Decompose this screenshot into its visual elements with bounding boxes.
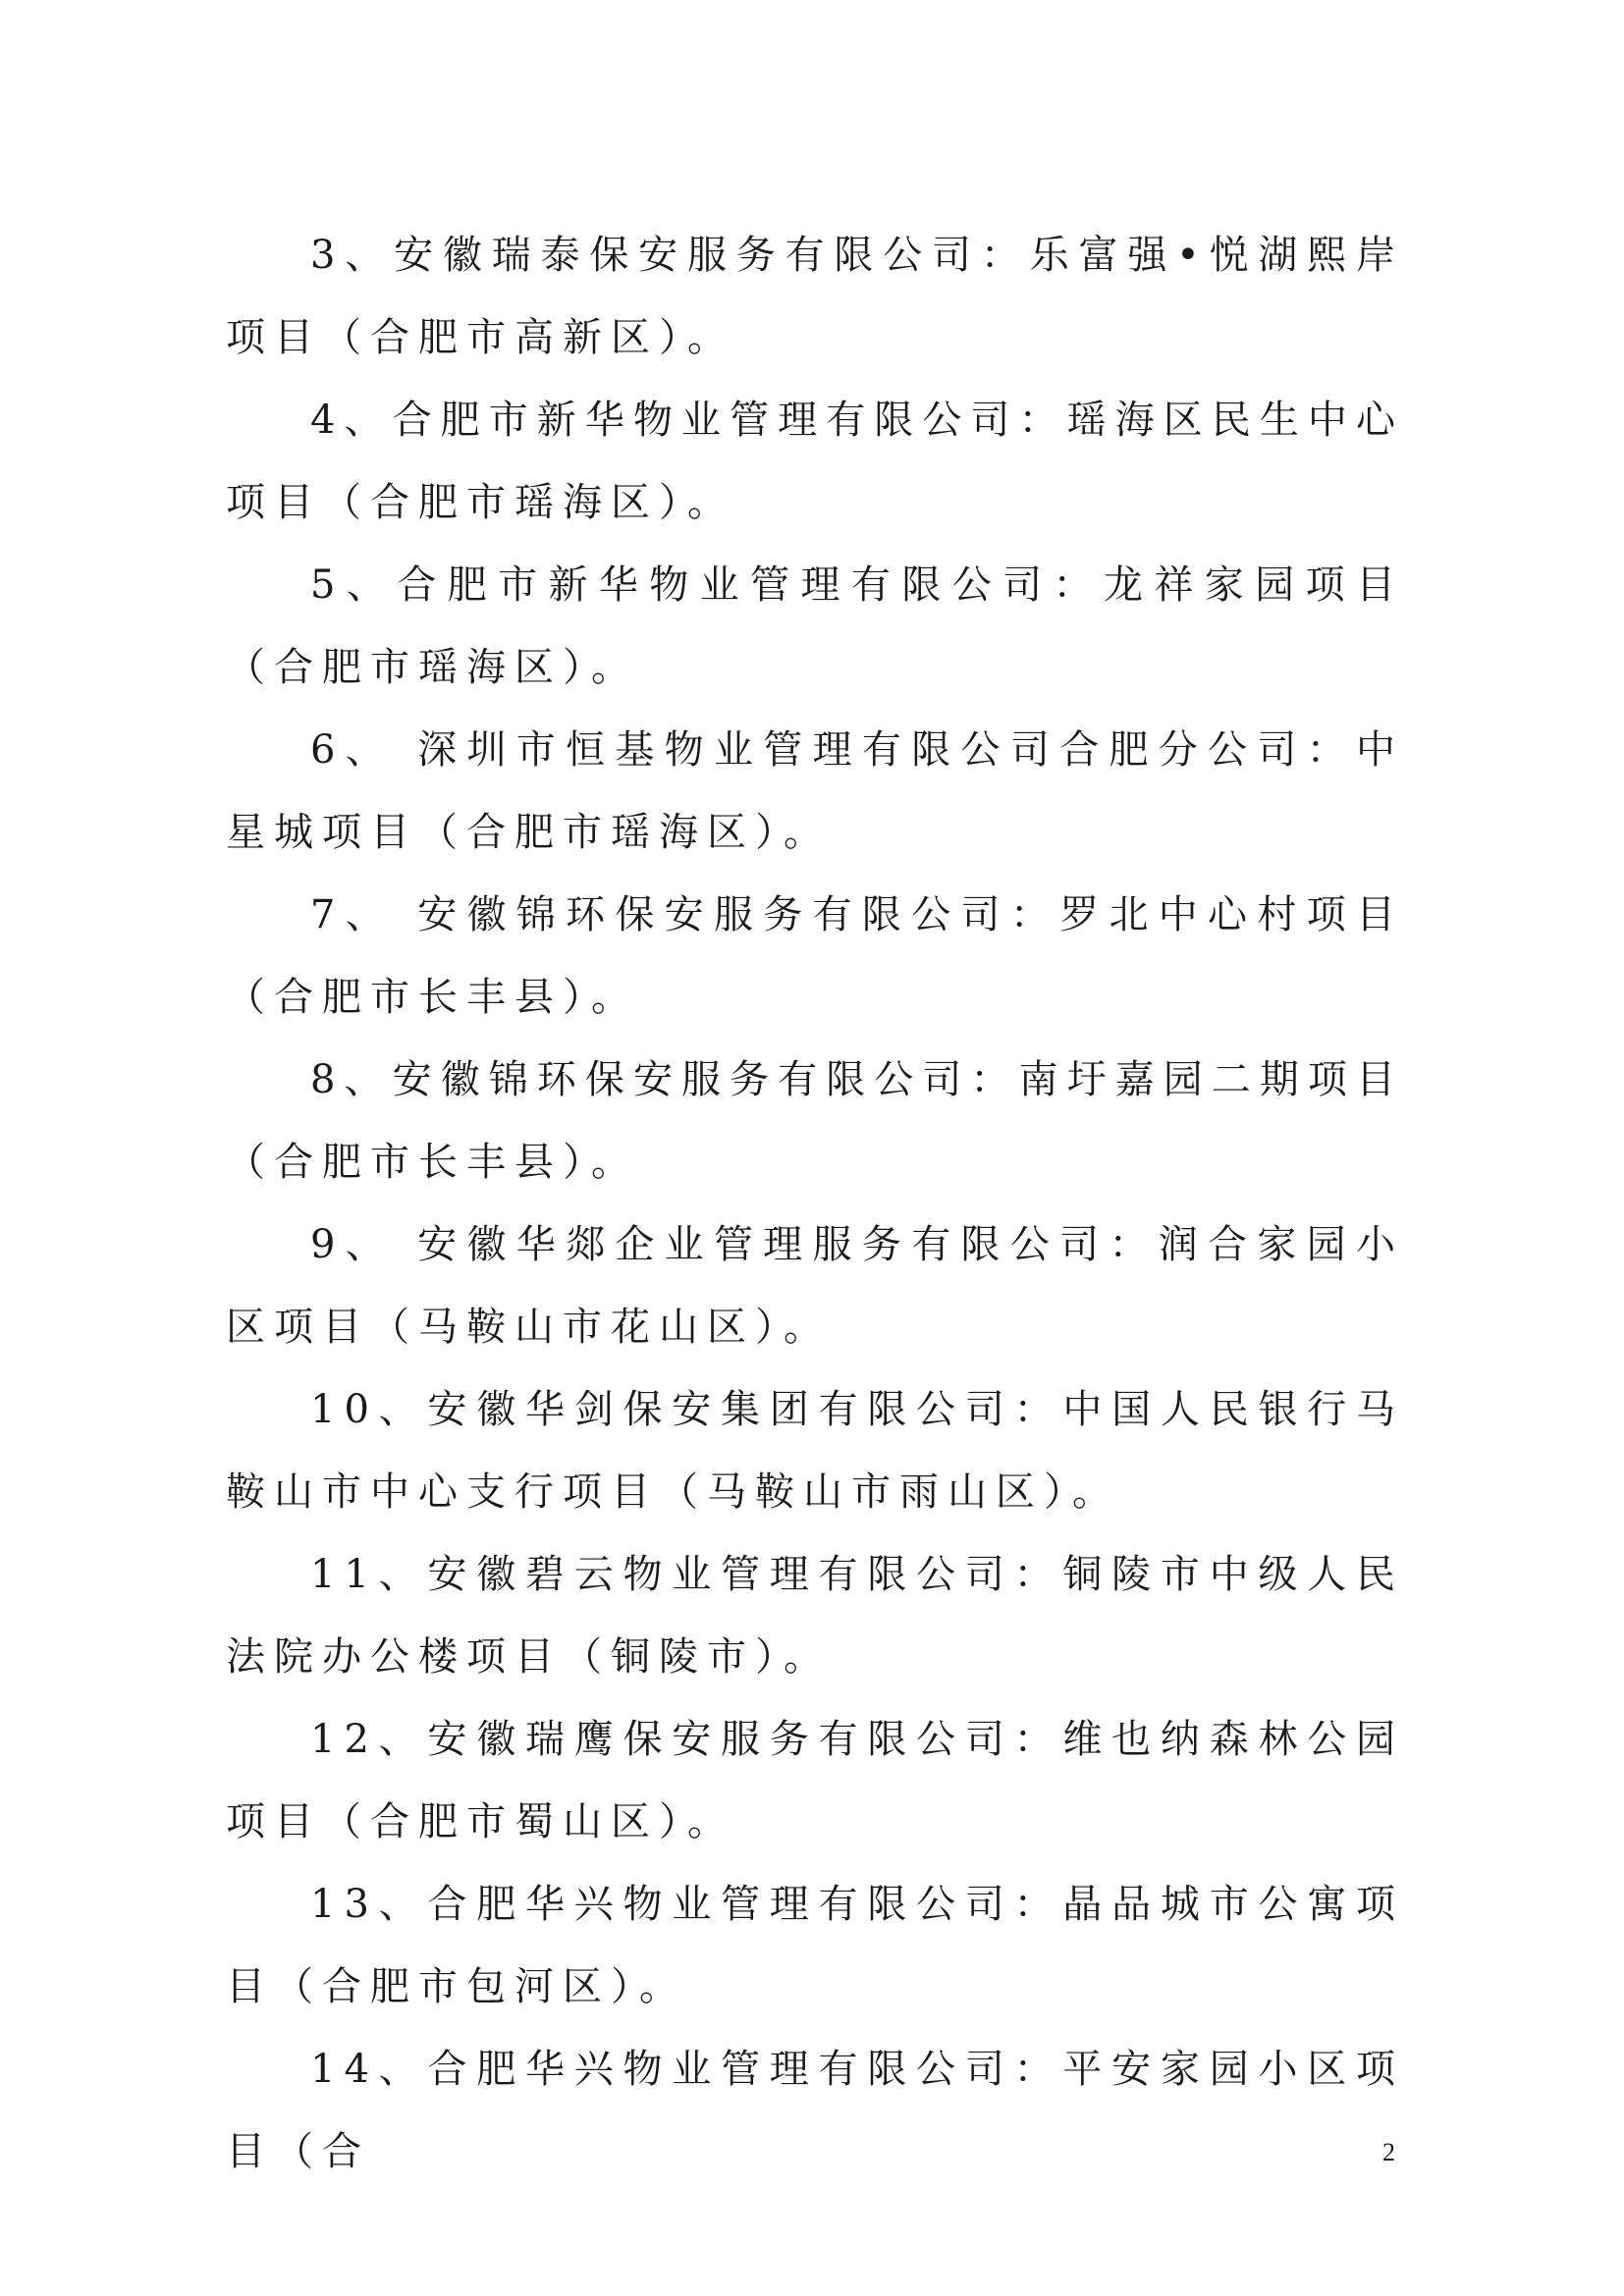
list-item: 12、安徽瑞鹰保安服务有限公司：维也纳森林公园项目（合肥市蜀山区）。 — [226, 1717, 1404, 1844]
list-item: 7、 安徽锦环保安服务有限公司：罗北中心村项目（合肥市长丰县）。 — [226, 892, 1404, 1020]
list-item: 6、 深圳市恒基物业管理有限公司合肥分公司：中星城项目（合肥市瑶海区）。 — [226, 727, 1404, 855]
list-item: 5、合肥市新华物业管理有限公司：龙祥家园项目（合肥市瑶海区）。 — [226, 562, 1404, 690]
list-item: 3、安徽瑞泰保安服务有限公司：乐富强•悦湖熙岸项目（合肥市高新区）。 — [226, 233, 1404, 360]
list-item: 11、安徽碧云物业管理有限公司：铜陵市中级人民法院办公楼项目（铜陵市）。 — [226, 1552, 1404, 1680]
list-item: 10、安徽华剑保安集团有限公司：中国人民银行马鞍山市中心支行项目（马鞍山市雨山区）。 — [226, 1387, 1404, 1515]
list-item: 8、安徽锦环保安服务有限公司：南圩嘉园二期项目（合肥市长丰县）。 — [226, 1057, 1404, 1185]
list-item: 14、合肥华兴物业管理有限公司：平安家园小区项目（合 — [226, 2047, 1404, 2174]
list-item: 9、 安徽华郯企业管理服务有限公司：润合家园小区项目（马鞍山市花山区）。 — [226, 1222, 1404, 1350]
list-item: 13、合肥华兴物业管理有限公司：晶品城市公寓项目（合肥市包河区）。 — [226, 1882, 1404, 2009]
page-number: 2 — [1382, 2138, 1395, 2166]
document-body — [226, 214, 1404, 2193]
list-item: 4、合肥市新华物业管理有限公司：瑶海区民生中心项目（合肥市瑶海区）。 — [226, 398, 1404, 525]
